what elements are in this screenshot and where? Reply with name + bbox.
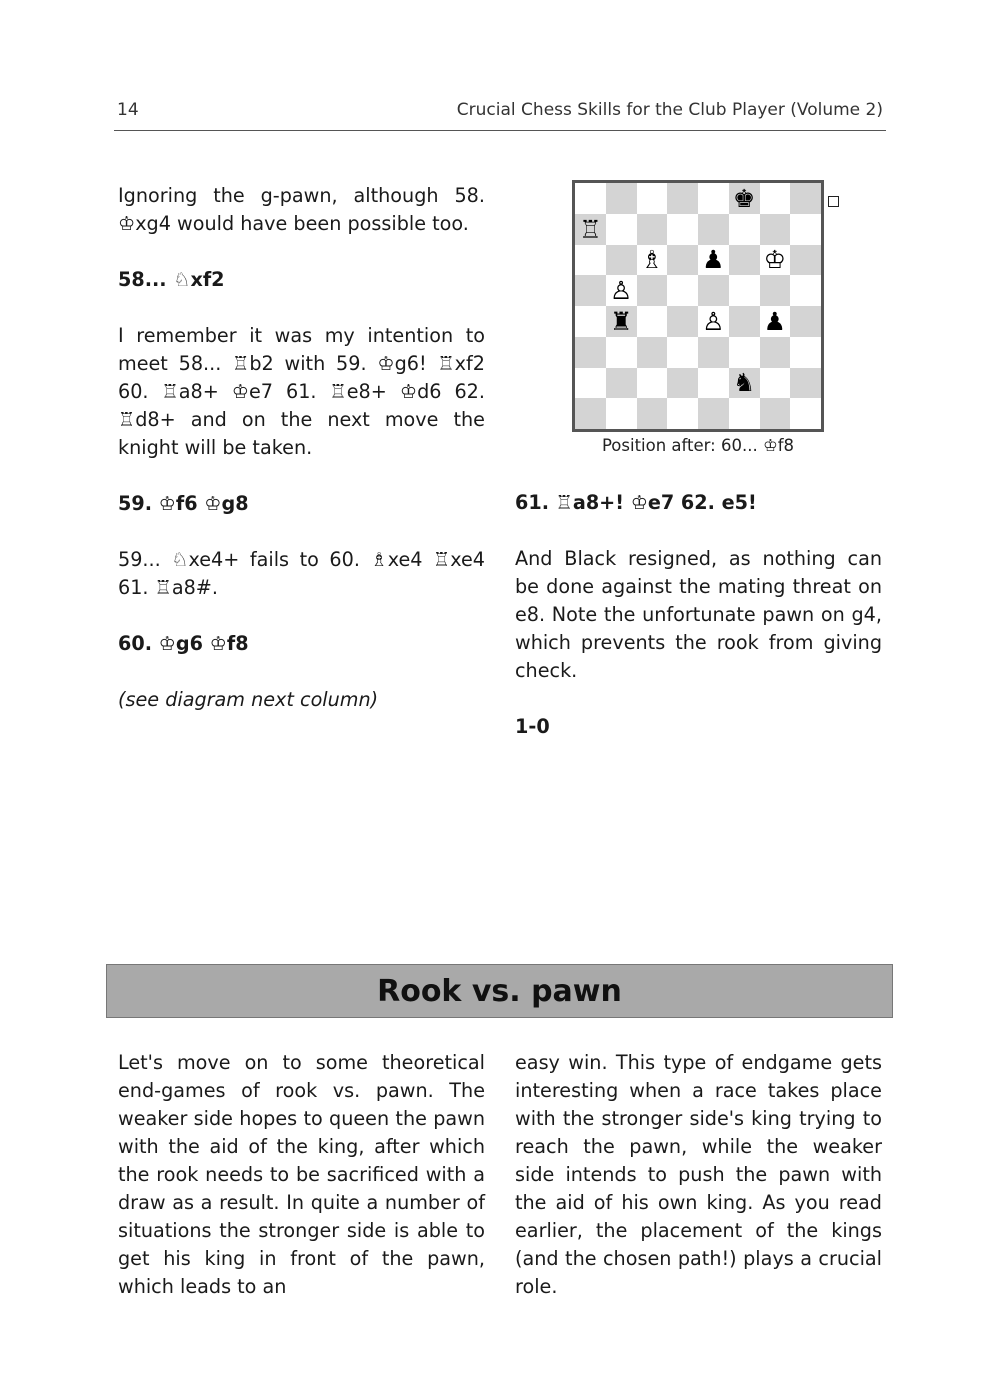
piece-b5: ♙ [609,276,633,306]
king-icon: ♔ [158,632,176,655]
white-king-icon: ♔ [118,212,136,235]
running-header [117,100,883,130]
square-f3 [729,337,760,368]
square-f1 [729,398,760,429]
section-heading-bar [106,964,893,1018]
diagram-note: (see diagram next column) [118,688,379,711]
square-e2 [698,368,729,399]
paragraph-rook-vs-pawn-race: easy win. This type of endgame gets interesting when a race takes place with the stronger side's king trying to reach the pawn, while the weaker side intends to push the pawn with the aid of his own king. As you read earlier, the placement of the kings (and the chosen path!) plays a crucial role. [515,1051,882,1298]
square-b1 [606,398,637,429]
square-a2 [575,368,606,399]
square-a1 [575,398,606,429]
square-f8 [729,183,760,214]
piece-c6: ♗ [640,245,664,275]
square-a7 [575,214,606,245]
square-a3 [575,337,606,368]
rook-icon: ♖ [329,380,347,403]
piece-f2: ♞ [732,368,756,398]
king-icon: ♔ [158,492,176,515]
square-a4 [575,306,606,337]
diagram-caption: Position after: 60... ♔f8 [601,436,795,455]
page-number: 14 [117,100,139,120]
rook-icon: ♖ [433,548,451,571]
square-f5 [729,275,760,306]
bishop-icon: ♗ [370,548,388,571]
square-e4 [698,306,729,337]
square-g3 [760,337,791,368]
square-f7 [729,214,760,245]
move-59: 59. ♔f6 ♔g8 [118,492,249,515]
square-a8 [575,183,606,214]
square-h1 [790,398,821,429]
square-c8 [637,183,668,214]
header-rule [114,130,886,131]
square-e5 [698,275,729,306]
square-f6 [729,245,760,276]
square-c6 [637,245,668,276]
square-c1 [637,398,668,429]
square-d5 [667,275,698,306]
rook-icon: ♖ [437,352,455,375]
square-c2 [637,368,668,399]
king-icon: ♔ [399,380,418,403]
knight-icon: ♘ [171,548,189,571]
king-icon: ♔ [231,380,249,403]
piece-f8: ♚ [732,183,756,213]
left-column [118,182,485,714]
king-icon: ♔ [630,491,648,514]
square-g6 [760,245,791,276]
bottom-left-column [118,1049,485,1301]
square-e1 [698,398,729,429]
move-61: 61. ♖a8+! ♔e7 62. e5! [515,491,757,514]
square-g8 [760,183,791,214]
king-icon: ♔ [204,492,222,515]
square-b7 [606,214,637,245]
right-column [515,489,882,741]
section-title: Rook vs. pawn [377,973,622,1009]
square-g1 [760,398,791,429]
square-b6 [606,245,637,276]
square-a5 [575,275,606,306]
piece-e4: ♙ [702,306,725,336]
piece-e6: ♟ [702,245,725,275]
square-d3 [667,337,698,368]
square-d6 [667,245,698,276]
rook-icon: ♖ [154,576,172,599]
square-d8 [667,183,698,214]
piece-g4: ♟ [763,306,787,336]
square-b4 [606,306,637,337]
paragraph-intention: I remember it was my intention to meet 58... ♖b2 with 59. ♔g6! ♖xf2 60. ♖a8+ ♔e7 61. ♖e8+ ♔d6 62. ♖d8+ and on the next move the knight will be taken. [118,324,485,459]
move-58: 58... ♘xf2 [118,268,225,291]
square-h4 [790,306,821,337]
square-g5 [760,275,791,306]
chess-diagram [572,180,824,432]
paragraph-ignoring-g-pawn: Ignoring the g-pawn, although 58. ♔xg4 would have been possible too. [118,184,485,235]
side-to-move-indicator [828,196,839,207]
square-e3 [698,337,729,368]
rook-icon: ♖ [555,491,573,514]
square-b8 [606,183,637,214]
book-title: Crucial Chess Skills for the Club Player (Volume 2) [456,100,883,120]
paragraph-rook-vs-pawn-intro: Let's move on to some theoretical end-games of rook vs. pawn. The weaker side hopes to queen the pawn with the aid of the king, after which the rook needs to be sacrificed with a draw as a result. In quite a number of situations the stronger side is able to get his king in front of the pawn, which leads to an [118,1051,485,1298]
square-b2 [606,368,637,399]
square-e6 [698,245,729,276]
square-f4 [729,306,760,337]
square-a6 [575,245,606,276]
rook-icon: ♖ [161,380,179,403]
square-b3 [606,337,637,368]
king-icon: ♔ [209,632,227,655]
bottom-right-column [515,1049,882,1301]
square-h8 [790,183,821,214]
paragraph-resigned: And Black resigned, as nothing can be done against the mating threat on e8. Note the unfortunate pawn on g4, which prevents the rook from giving check. [515,547,882,682]
king-icon: ♔ [377,352,395,375]
knight-icon: ♘ [173,268,191,291]
paragraph-59-alternative: 59... ♘xe4+ fails to 60. ♗xe4 ♖xe4 61. ♖a8#. [118,548,485,599]
piece-b4: ♜ [609,306,633,336]
square-h5 [790,275,821,306]
square-h3 [790,337,821,368]
square-g7 [760,214,791,245]
square-b5 [606,275,637,306]
square-h7 [790,214,821,245]
square-f2 [729,368,760,399]
square-g4 [760,306,791,337]
chess-board [572,180,824,432]
square-d2 [667,368,698,399]
square-d7 [667,214,698,245]
square-c7 [637,214,668,245]
square-h2 [790,368,821,399]
square-c5 [637,275,668,306]
rook-icon: ♖ [232,352,250,375]
square-c4 [637,306,668,337]
square-e8 [698,183,729,214]
square-d1 [667,398,698,429]
game-result: 1-0 [515,715,550,738]
square-e7 [698,214,729,245]
rook-icon: ♖ [118,408,136,431]
move-60: 60. ♔g6 ♔f8 [118,632,249,655]
king-icon: ♔ [762,436,778,455]
square-c3 [637,337,668,368]
piece-g6: ♔ [763,245,787,275]
square-h6 [790,245,821,276]
square-d4 [667,306,698,337]
square-g2 [760,368,791,399]
piece-a7: ♖ [579,214,602,244]
